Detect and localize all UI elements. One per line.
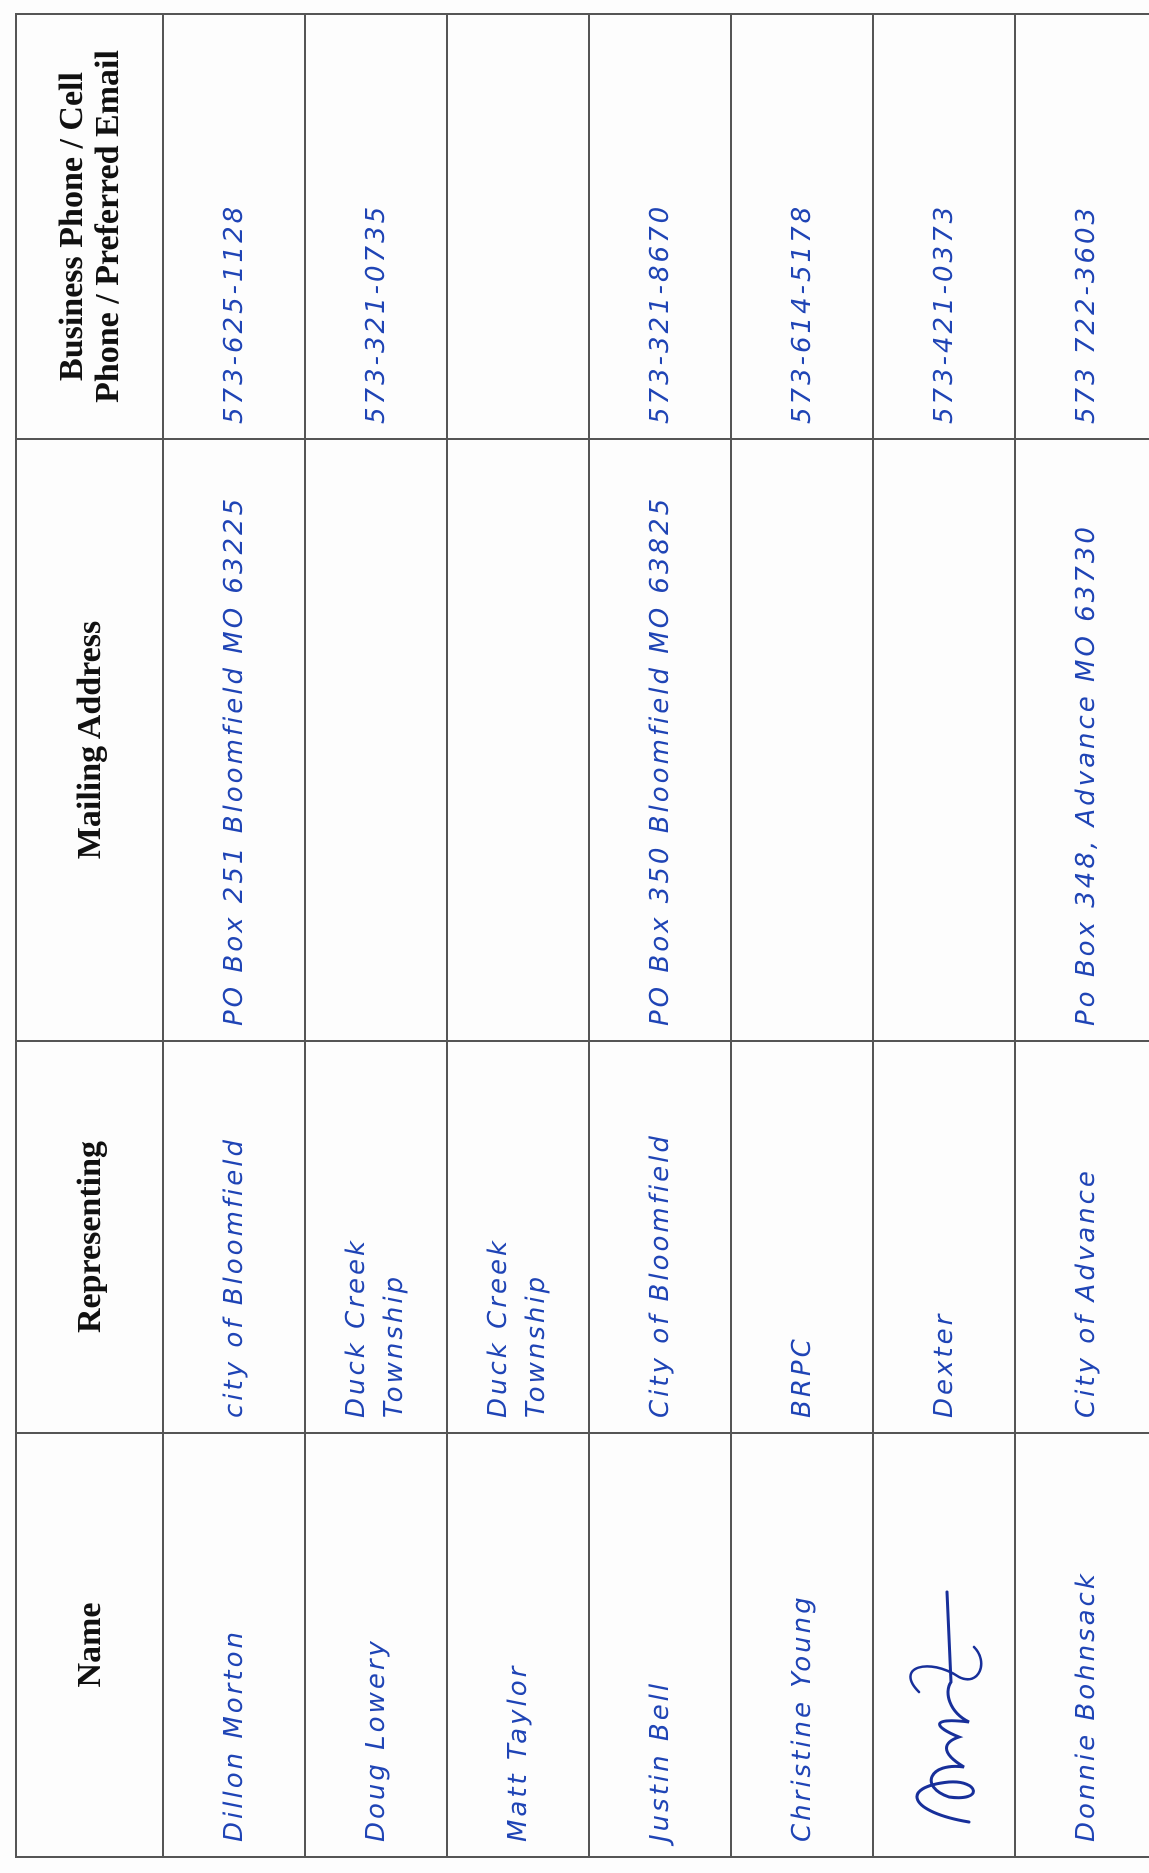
address-cell — [305, 439, 447, 1041]
representing-cell — [447, 1041, 589, 1433]
header-row — [16, 14, 163, 1857]
name-cell: Christine Young — [731, 1433, 873, 1857]
phone-cell — [447, 14, 589, 439]
sign-in-sheet — [15, 15, 1140, 1858]
address-cell: PO Box 350 Bloomfield MO 63825 — [589, 439, 731, 1041]
table-row — [1015, 14, 1149, 1857]
representing-cell: BRPC — [731, 1041, 873, 1433]
address-cell — [731, 439, 873, 1041]
phone-cell: 573-321-0735 — [305, 14, 447, 439]
representing-cell: City of Bloomfield — [589, 1041, 731, 1433]
representing-cell: Dexter — [873, 1041, 1015, 1433]
table-row — [731, 14, 873, 1857]
address-cell: PO Box 251 Bloomfield MO 63225 — [163, 439, 305, 1041]
table-row — [589, 14, 731, 1857]
name-cell: Matt Taylor — [447, 1433, 589, 1857]
representing-cell — [305, 1041, 447, 1433]
name-cell: Dillon Morton — [163, 1433, 305, 1857]
phone-header-line1: Business Phone / Cell — [52, 72, 90, 381]
representing-line: Township — [521, 1273, 551, 1418]
attendance-table — [15, 13, 1149, 1858]
column-header-phone-email — [16, 14, 163, 439]
column-header-representing: Representing — [16, 1041, 163, 1433]
table-row — [447, 14, 589, 1857]
name-cell: Donnie Bohnsack — [1015, 1433, 1149, 1857]
signature-scribble — [889, 1582, 999, 1842]
name-cell: Justin Bell — [589, 1433, 731, 1857]
representing-line: Duck Creek — [341, 1237, 372, 1418]
name-cell — [873, 1433, 1015, 1857]
column-header-mailing-address: Mailing Address — [16, 439, 163, 1041]
representing-cell: City of Advance — [1015, 1041, 1149, 1433]
representing-cell: city of Bloomfield — [163, 1041, 305, 1433]
representing-line: Township — [379, 1273, 409, 1418]
phone-cell: 573-421-0373 — [873, 14, 1015, 439]
table-row — [873, 14, 1015, 1857]
phone-header-line2: Phone / Preferred Email — [88, 50, 126, 403]
address-cell — [447, 439, 589, 1041]
address-cell: Po Box 348, Advance MO 63730 — [1015, 439, 1149, 1041]
name-cell: Doug Lowery — [305, 1433, 447, 1857]
table-row — [305, 14, 447, 1857]
address-cell — [873, 439, 1015, 1041]
column-header-name: Name — [16, 1433, 163, 1857]
table-row — [163, 14, 305, 1857]
representing-line: Duck Creek — [483, 1237, 514, 1418]
phone-cell: 573-625-1128 — [163, 14, 305, 439]
phone-cell: 573-321-8670 — [589, 14, 731, 439]
phone-cell: 573 722-3603 — [1015, 14, 1149, 439]
phone-cell: 573-614-5178 — [731, 14, 873, 439]
